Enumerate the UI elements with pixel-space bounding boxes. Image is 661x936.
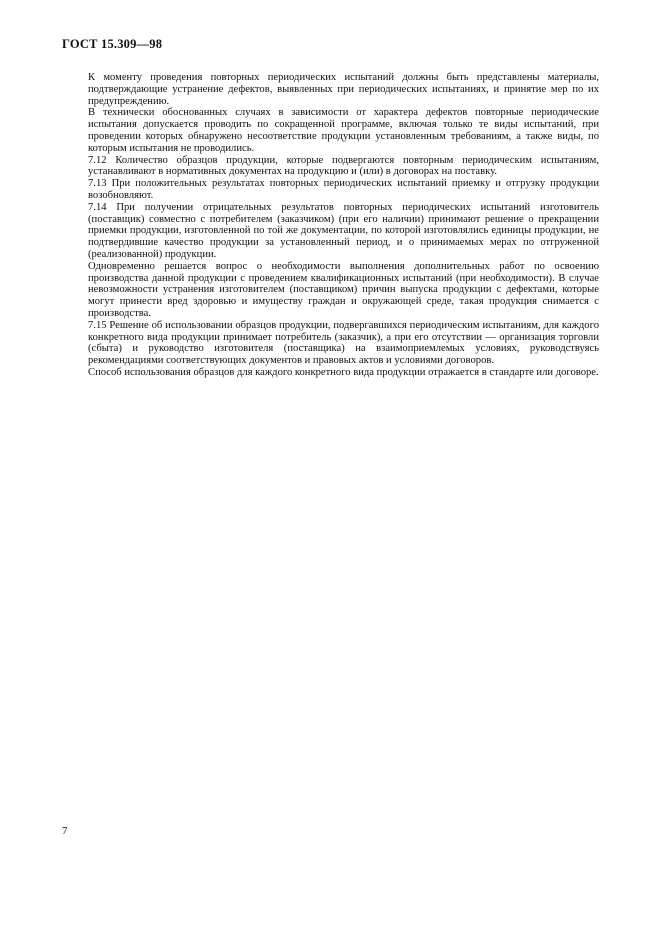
paragraph-reduced-program: В технически обоснованных случаях в зависимости от характера дефектов повторные периодические испытания допускается проводить по сокращенной программе, включая только те виды испытаний, при проведении которых обнаружено несоответствие продукции установленным требованиям, а также виды, по которым испытания не проводились.: [88, 107, 599, 154]
standard-code-header: ГОСТ 15.309—98: [62, 37, 163, 51]
body-text: [88, 72, 599, 379]
paragraph-samples-usage: Способ использования образцов для каждого конкретного вида продукции отражается в стандарте или договоре.: [88, 366, 599, 378]
page-number: 7: [62, 825, 68, 837]
paragraph-7-15: 7.15 Решение об использовании образцов продукции, подвергавшихся периодическим испытаниям, для каждого конкретного вида продукции принимает потребитель (заказчик), а при его отсутствии — организация торговли (сбыта) и руководство изготовителя (поставщика) на взаимоприемлемых условиях, руководствуясь рекомендациями соответствующих документов и правовых актов и условиями договоров.: [88, 319, 599, 367]
paragraph-7-12: 7.12 Количество образцов продукции, которые подвергаются повторным периодическим испытаниям, устанавливают в нормативных документах на продукцию и (или) в договорах на поставку.: [88, 154, 599, 178]
paragraph-repeat-tests-materials: К моменту проведения повторных периодических испытаний должны быть представлены материалы, подтверждающие устранение дефектов, выявленных при периодических испытаниях, и принятие мер по их предупреждению.: [88, 72, 599, 107]
paragraph-7-13: 7.13 При положительных результатах повторных периодических испытаний приемку и отгрузку продукции возобновляют.: [88, 178, 599, 201]
paragraph-additional-works: Одновременно решается вопрос о необходимости выполнения дополнительных работ по освоению производства данной продукции с проведением квалификационных испытаний (при необходимости). В случае невозможности устранения изготовителем (поставщиком) причин выпуска продукции с дефектами, которые могут принести вред здоровью и имуществу граждан и окружающей среде, такая продукция снимается с производства.: [88, 260, 599, 319]
paragraph-7-14: 7.14 При получении отрицательных результатов повторных периодических испытаний изготовитель (поставщик) совместно с потребителем (заказчиком) (при его наличии) принимают решение о прекращении приемки продукции, изготовленной по той же документации, по которой изготовлялись единицы продукции, не подтвердившие качество продукции за установленный период, и о принимаемых мерах по отгруженной (реализованной) продукции.: [88, 201, 599, 260]
